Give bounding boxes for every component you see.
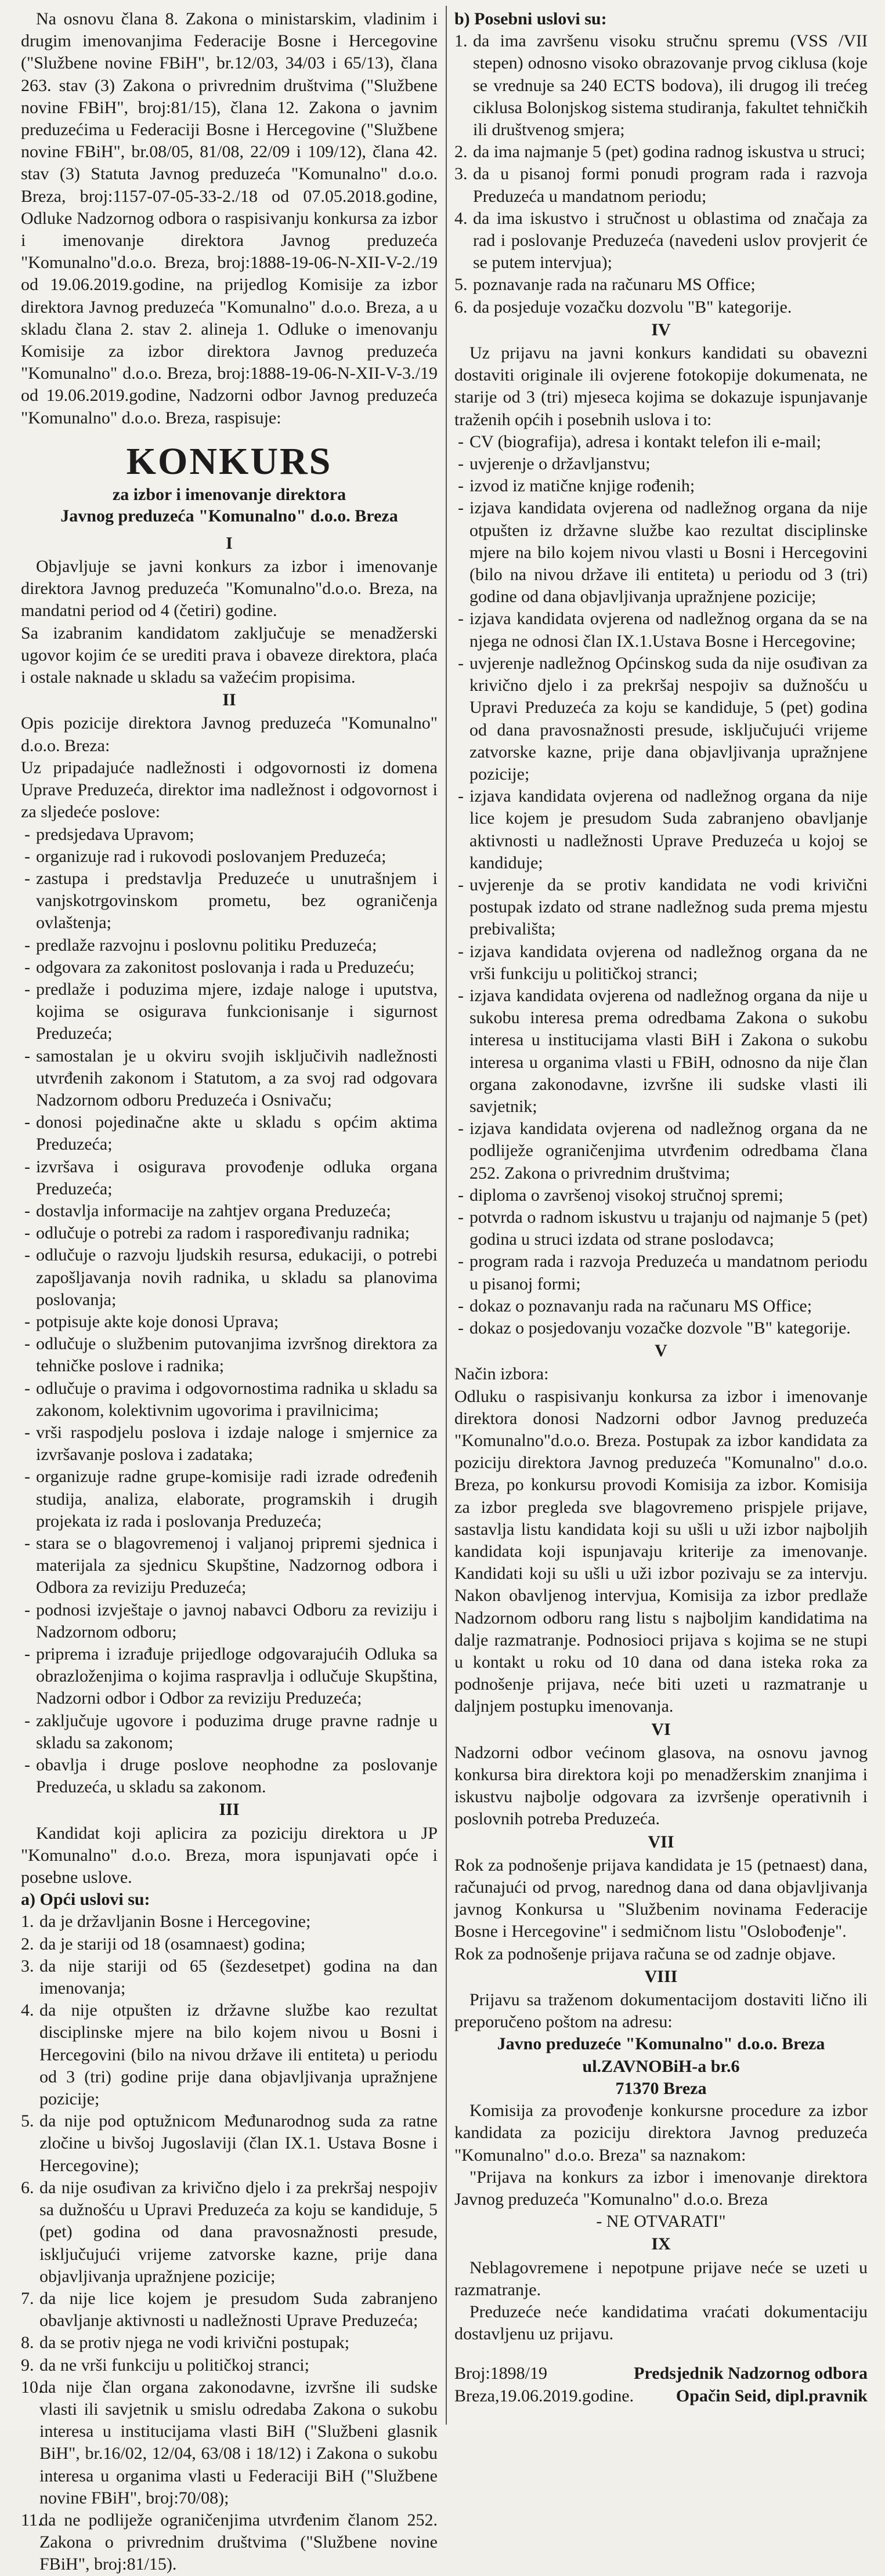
list-item: - izjava kandidata ovjerena od nadležnog organa da nije otpušten iz državne službe kao rezultat disciplinske mjere na bilo kojem nivou vlasti u Bosni i Hercegovini (bilo na nivou države ili entiteta) u periodu od 3 (tri) godine od dana objavljivanja upražnjene pozicije;: [454, 497, 868, 608]
section-8-paragraph-1: Prijavu sa traženom dokumentacijom dostaviti lično ili preporučeno poštom na adresu:: [454, 1990, 868, 2032]
list-item: - program rada i razvoja Preduzeća u mandatnom periodu u pisanoj formi;: [454, 1251, 868, 1295]
list-item-number: 4.: [454, 208, 468, 228]
list-item: - potpisuje akte koje donosi Uprava;: [21, 1311, 438, 1333]
announcement-title: KONKURS: [126, 440, 333, 483]
list-item: [454, 163, 868, 207]
list-item-text: da u pisanoj formi ponudi program rada i razvoja Preduzeća u mandatnom periodu;: [473, 164, 868, 206]
section-5-paragraph-1: Odluku o raspisivanju konkursa za izbor i imenovanje direktora donosi Nadzorni odbor Javnog preduzeća "Komunalno"d.o.o. Breza. Postupak za izbor kandidata za poziciju direktora Javnog preduzeća "Komunalno" d.o.o. Breza, po konkursu provodi Komisija za izbor. Komisija za izbor pregleda sve blagovremeno prispjele prijave, sastavlja listu kandidata koji su ušli u uži izbor najboljih kandidata koji ispunjavaju kriterije za imenovanje. Kandidati koji su ušli u uži izbor pozivaju se za intervju. Nakon obavljenog intervjua, Komisija za izbor predlaže Nadzornom odboru rang listu s najboljim kandidatima na dalje razmatranje. Podnosioci prijava s kojima se ne stupi u kontakt u roku od 10 dana od dana isteka roka za podnošenje prijava, neće biti uzeti u razmatranje u daljnjem postupku imenovanja.: [454, 1386, 868, 1716]
signatory-title: Predsjednik Nadzornog odbora: [634, 2364, 868, 2383]
document-number: Broj:1898/19: [454, 2364, 548, 2383]
section-7-paragraph-2: Rok za podnošenje prijava računa se od zadnje objave.: [454, 1944, 836, 1963]
list-item: - stara se o blagovremenoj i valjanoj pripremi sjednica i materijala za sjednicu Skupštine, Nadzornog odbora i Odbora za reviziju Preduzeća;: [21, 1532, 438, 1599]
list-item: - priprema i izrađuje prijedloge odgovarajućih Odluka sa obrazloženjima o kojima raspravlja i odlučuje Skupština, Nadzorni odbor i Odbor za reviziju Preduzeća;: [21, 1643, 438, 1710]
list-item: - odlučuje o potrebi za radom i raspoređivanju radnika;: [21, 1222, 438, 1244]
list-item-text: da ne vrši funkciju u političkoj stranci;: [39, 2355, 309, 2375]
list-item-text: da ne podliježe ograničenjima utvrđenim članom 252. Zakona o privrednim društvima ("Službene novine FBiH", broj:81/15).: [39, 2510, 438, 2574]
list-item-number: 6.: [21, 2178, 34, 2197]
signatory: [634, 2363, 868, 2407]
list-item-number: 5.: [454, 275, 468, 295]
list-item: [21, 1955, 438, 1999]
list-item: - uvjerenje da se protiv kandidata ne vodi krivični postupak izdato od strane nadležnog suda prema mjestu prebivališta;: [454, 874, 868, 941]
list-item: - uvjerenje nadležnog Općinskog suda da nije osuđivan za krivično djelo i za prekršaj nespojiv sa dužnošću u Upravi Preduzeća za koju se kandiduje, 5 (pet) godina od dana pravosnažnosti presude, isključujući vrijeme zatvorske kazne, prije dana objavljivanja upražnjene pozicije;: [454, 653, 868, 785]
address-line-3: 71370 Breza: [615, 2078, 707, 2098]
subtitle-line-1: za izbor i imenovanje direktora: [112, 484, 346, 504]
list-item: [21, 2177, 438, 2288]
section-heading-8: VIII: [644, 1966, 678, 1986]
section-2-paragraph-1: Opis pozicije direktora Javnog preduzeća "Komunalno" d.o.o. Breza:: [21, 713, 438, 755]
list-item: [21, 1911, 438, 1933]
list-item-number: 11.: [21, 2510, 42, 2530]
list-item-number: 3.: [454, 164, 468, 184]
subtitle-line-2: Javnog preduzeća "Komunalno" d.o.o. Breza: [60, 506, 398, 526]
list-item: - organizuje rad i rukovodi poslovanjem Preduzeća;: [21, 846, 438, 868]
list-item-text: poznavanje rada na računaru MS Office;: [473, 275, 756, 295]
list-item: - izvod iz matične knjige rođenih;: [454, 475, 868, 497]
list-item-number: 9.: [21, 2355, 34, 2375]
left-column: [21, 8, 438, 2576]
list-item: [454, 296, 868, 318]
special-conditions-heading: b) Posebni uslovi su:: [454, 9, 607, 28]
list-item-text: da ima iskustvo i stručnost u oblastima od značaja za rad i poslovanje Preduzeća (navedeni uslov provjerit će se putem intervjua);: [473, 208, 868, 273]
right-column: [454, 8, 868, 2407]
general-conditions-heading: a) Opći uslovi su:: [21, 1890, 150, 1910]
list-item-number: 6.: [454, 297, 468, 317]
list-item: - podnosi izvještaje o javnoj nabavci Odboru za reviziju i Nadzornom odboru;: [21, 1599, 438, 1643]
list-item: - organizuje radne grupe-komisije radi izrade određenih studija, analiza, elaborate, programskih i drugih projekata iz rada i poslovanja Preduzeća;: [21, 1466, 438, 1532]
list-item-number: 10.: [21, 2377, 43, 2397]
section-8-paragraph-2: Komisija za provođenje konkursne procedure za izbor kandidata za poziciju direktora Javnog preduzeća "Komunalno" d.o.o. Breza" sa naznakom:: [454, 2101, 868, 2165]
section-8-paragraph-3: "Prijava na konkurs za izbor i imenovanje direktora Javnog preduzeća "Komunalno" d.o.o. Breza: [454, 2167, 868, 2209]
list-item: [454, 141, 868, 163]
section-heading-1: I: [226, 533, 233, 553]
list-item: [21, 1999, 438, 2110]
list-item: [21, 2509, 438, 2576]
documents-list: [454, 431, 868, 1339]
list-item: [21, 2332, 438, 2354]
list-item-text: da je stariji od 18 (osamnaest) godina;: [39, 1934, 306, 1954]
list-item: [454, 30, 868, 141]
list-item-number: 4.: [21, 2001, 34, 2020]
list-item: - dokaz o posjedovanju vozačke dozvole "B" kategorije.: [454, 1317, 868, 1339]
list-item: [21, 2376, 438, 2509]
list-item: - CV (biografija), adresa i kontakt telefon ili e-mail;: [454, 431, 868, 453]
selection-method-heading: Način izbora:: [454, 1364, 549, 1384]
list-item: [454, 208, 868, 274]
list-item-number: 2.: [454, 142, 468, 162]
section-9-paragraph-2: Preduzeće neće kandidatima vraćati dokumentaciju dostavljenu uz prijavu.: [454, 2302, 868, 2344]
signatory-name: Opačin Seid, dipl.pravnik: [676, 2386, 868, 2405]
announcement-subtitle: [21, 484, 438, 527]
list-item: - zastupa i predstavlja Preduzeće u unutrašnjem i vanjskotrgovinskom prometu, bez ograničenja ovlaštenja;: [21, 868, 438, 934]
section-9-paragraph-1: Neblagovremene i nepotpune prijave neće se uzeti u razmatranje.: [454, 2258, 868, 2299]
column-divider: [446, 6, 447, 2425]
section-7-paragraph-1: Rok za podnošenje prijava kandidata je 15 (petnaest) dana, računajući od prvog, narednog dana od dana objavljivanja javnog Konkursa u "Službenim novinama Federacije Bosne i Hercegovine" i sedmičnom listu "Oslobođenje".: [454, 1855, 868, 1941]
list-item: [21, 2288, 438, 2332]
list-item-text: da nije pod optužnicom Međunarodnog suda za ratne zločine u bivšoj Jugoslaviji (član IX.1. Ustava Bosne i Hercegovine);: [39, 2111, 438, 2175]
list-item: - izjava kandidata ovjerena od nadležnog organa da se na njega ne odnosi član IX.1.Ustava Bosne i Hercegovine;: [454, 608, 868, 652]
list-item: - izvršava i osigurava provođenje odluka organa Preduzeća;: [21, 1156, 438, 1200]
list-item: - predlaže razvojnu i poslovnu politiku Preduzeća;: [21, 934, 438, 957]
list-item: - predsjedava Upravom;: [21, 824, 438, 846]
list-item-text: da ima najmanje 5 (pet) godina radnog iskustva u struci;: [473, 142, 865, 162]
list-item: - vrši raspodjelu poslova i izdaje naloge i smjernice za izvršavanje poslova i zadataka;: [21, 1422, 438, 1466]
list-item: - izjava kandidata ovjerena od nadležnog organa da nije lice kojem je presudom Suda zabranjeno obavljanje aktivnosti u nadležnosti Uprave Preduzeća u kojoj se kandiduje;: [454, 785, 868, 874]
list-item-text: da je državljanin Bosne i Hercegovine;: [39, 1912, 311, 1932]
section-heading-9: IX: [651, 2234, 671, 2254]
list-item: - dokaz o poznavanju rada na računaru MS Office;: [454, 1295, 868, 1317]
list-item: - odlučuje o pravima i odgovornostima radnika u skladu sa zakonom, kolektivnim ugovorima i pravilnicima;: [21, 1378, 438, 1422]
list-item: - diploma o završenoj visokoj stručnoj spremi;: [454, 1184, 868, 1207]
list-item-number: 3.: [21, 1956, 34, 1976]
list-item-text: da ima završenu visoku stručnu spremu (VSS /VII stepen) odnosno visoko obrazovanje prvog ciklusa (koje se vrednuje sa 240 ECTS bodova), ili drugog ili trećeg ciklusa Bolonjskog sistema studiranja, fakultet tehničkih ili društvenog smjera;: [473, 31, 868, 140]
list-item: - samostalan je u okviru svojih isključivih nadležnosti utvrđenih zakonom i Statutom, a za svoj rad odgovara Nadzornom odboru Preduzeća i Osnivaču;: [21, 1045, 438, 1112]
address-line-1: Javno preduzeće "Komunalno" d.o.o. Breza: [497, 2034, 825, 2054]
duties-list: [21, 824, 438, 1799]
list-item-number: 5.: [21, 2111, 34, 2131]
list-item-text: da nije lice kojem je presudom Suda zabranjeno obavljanje aktivnosti u nadležnosti Uprave Preduzeća;: [39, 2288, 438, 2331]
list-item-number: 8.: [21, 2333, 34, 2353]
list-item-number: 1.: [454, 31, 468, 51]
list-item: [454, 274, 868, 296]
list-item-text: da nije osuđivan za krivično djelo i za prekršaj nespojiv sa dužnošću u Upravi Preduzeća za koju se kandiduje, 5 (pet) godina od dana pravosnažnosti presude, isključujući vrijeme zatvorske kazne, prije dana objavljivanja upražnjene pozicije;: [39, 2178, 438, 2286]
list-item: [21, 2110, 438, 2177]
section-1-paragraph-1: Objavljuje se javni konkurs za izbor i imenovanje direktora Javnog preduzeća "Komunalno"d.o.o. Breza, na mandatni period od 4 (četiri) godine.: [21, 557, 438, 621]
list-item: [21, 2354, 438, 2376]
general-conditions-list: [21, 1911, 438, 2575]
signature-block: [454, 2363, 868, 2407]
section-2-paragraph-2: Uz pripadajuće nadležnosti i odgovornosti iz domena Uprave Preduzeća, direktor ima nadležnost i odgovornost i za sljedeće poslove:: [21, 758, 438, 822]
document-date: Breza,19.06.2019.godine.: [454, 2386, 634, 2405]
list-item: - izjava kandidata ovjerena od nadležnog organa da nije u sukobu interesa prema odredbama Zakona o sukobu interesa u institucijama vlasti BiH i Zakona o sukobu interesa u organima vlasti u FBiH, odnosno da nije član organa zakonodavne, izvršne ili sudske vlasti ili savjetnik;: [454, 985, 868, 1118]
list-item: - izjava kandidata ovjerena od nadležnog organa da ne vrši funkciju u političkoj stranci;: [454, 941, 868, 985]
list-item: - odlučuje o službenim putovanjima izvršnog direktora za tehničke poslove i radnika;: [21, 1333, 438, 1377]
list-item-text: da nije otpušten iz državne službe kao rezultat disciplinske mjere na bilo kojem nivou u Bosni i Hercegovini (bilo na nivou države ili entiteta) u periodu od 3 (tri) godine prije dana objavljivanja upražnjene pozicije;: [39, 2001, 438, 2109]
list-item: - obavlja i druge poslove neophodne za poslovanje Preduzeća, u skladu sa zakonom.: [21, 1754, 438, 1798]
special-conditions-list: [454, 30, 868, 318]
list-item: - izjava kandidata ovjerena od nadležnog organa da ne podliježe ograničenjima utvrđenim odredbama člana 252. Zakona o privrednim društvima;: [454, 1118, 868, 1184]
list-item-number: 7.: [21, 2288, 34, 2308]
list-item-text: da posjeduje vozačku dozvolu "B" kategorije.: [473, 297, 792, 317]
preamble: Na osnovu člana 8. Zakona o ministarskim, vladinim i drugim imenovanjima Federacije Bosne i Hercegovine ("Službene novine FBiH", br.12/03, 34/03 i 65/13), člana 263. stav (3) Zakona o privrednim društvima ("Službene novine FBiH", broj:81/15), člana 12. Zakona o javnim preduzećima u Federaciji Bosne i Hercegovine ("Službene novine FBiH", br.08/05, 81/08, 22/09 i 109/12), člana 42. stav (3) Statuta Javnog preduzeća "Komunalno" d.o.o. Breza, broj:1157-07-05-33-2./18 od 07.05.2018.godine, Odluke Nadzornog odbora o raspisivanju konkursa za izbor i imenovanje direktora Javnog preduzeća "Komunalno"d.o.o. Breza, broj:1888-19-06-N-XII-V-2./19 od 19.06.2019.godine, na prijedlog Komisije za izbor direktora Javnog preduzeća "Komunalno" d.o.o. Breza, a u skladu člana 2. stav 2. alineja 1. Odluke o imenovanju Komisije za izbor direktora Javnog preduzeća "Komunalno" d.o.o. Breza, broj:1888-19-06-N-XII-V-3./19 od 19.06.2019.godine, Nadzorni odbor Javnog preduzeća "Komunalno" d.o.o. Breza, raspisuje:: [21, 9, 438, 427]
section-1-paragraph-2: Sa izabranim kandidatom zaključuje se menadžerski ugovor kojim će se urediti prava i obaveze direktora, plaća i ostale naknade u skladu sa važećim propisima.: [21, 623, 438, 687]
list-item: - donosi pojedinačne akte u skladu s općim aktima Preduzeća;: [21, 1111, 438, 1155]
list-item: [21, 1933, 438, 1955]
list-item: - uvjerenje o državljanstvu;: [454, 453, 868, 475]
section-heading-2: II: [222, 690, 236, 710]
section-heading-7: VII: [648, 1832, 674, 1852]
section-heading-6: VI: [651, 1719, 671, 1739]
document-reference: [454, 2363, 634, 2407]
list-item: - potvrda o radnom iskustvu u trajanju od najmanje 5 (pet) godina u struci izdata od strane poslodavca;: [454, 1207, 868, 1251]
section-heading-5: V: [655, 1341, 667, 1361]
address-line-2: ul.ZAVNOBiH-a br.6: [582, 2056, 740, 2076]
list-item-number: 2.: [21, 1934, 34, 1954]
list-item: - zaključuje ugovore i poduzima druge pravne radnje u skladu sa zakonom;: [21, 1710, 438, 1754]
section-3-paragraph-1: Kandidat koji aplicira za poziciju direktora u JP "Komunalno" d.o.o. Breza, mora ispunjavati opće i posebne uslove.: [21, 1823, 438, 1887]
list-item-text: da nije član organa zakonodavne, izvršne ili sudske vlasti ili savjetnik u smislu odredaba Zakona o sukobu interesa u institucijama vlasti BiH ("Službeni glasnik BiH", br.16/02, 12/04, 63/08 i 18/12) i Zakona o sukobu interesa u organima vlasti u Federaciji BiH ("Službene novine FBiH", broj:70/08);: [39, 2377, 438, 2508]
list-item: - predlaže i poduzima mjere, izdaje naloge i uputstva, kojima se osigurava funkcionisanje i sigurnost Preduzeća;: [21, 979, 438, 1045]
list-item: - odlučuje o razvoju ljudskih resursa, edukaciji, o potrebi zapošljavanja novih radnika, u skladu sa planovima poslovanja;: [21, 1244, 438, 1311]
list-item: - odgovara za zakonitost poslovanja i rada u Preduzeću;: [21, 957, 438, 979]
list-item-text: da se protiv njega ne vodi krivični postupak;: [39, 2333, 350, 2353]
list-item-text: da nije stariji od 65 (šezdesetpet) godina na dan imenovanja;: [39, 1956, 438, 1998]
section-heading-3: III: [219, 1800, 240, 1820]
list-item: - dostavlja informacije na zahtjev organa Preduzeća;: [21, 1200, 438, 1222]
list-item-number: 1.: [21, 1912, 34, 1932]
section-heading-4: IV: [651, 320, 671, 339]
do-not-open-note: - NE OTVARATI": [596, 2212, 726, 2231]
section-4-paragraph-1: Uz prijavu na javni konkurs kandidati su obavezni dostaviti originale ili ovjerene fotokopije dokumenata, ne starije od 3 (tri) mjeseca kojima se dokazuje ispunjavanje traženih općih i posebnih uslova i to:: [454, 343, 868, 429]
section-6-paragraph-1: Nadzorni odbor većinom glasova, na osnovu javnog konkursa bira direktora koji po menadžerskim znanjima i iskustvu najbolje odgovara za izvršenje operativnih i poslovnih potreba Preduzeća.: [454, 1742, 868, 1829]
